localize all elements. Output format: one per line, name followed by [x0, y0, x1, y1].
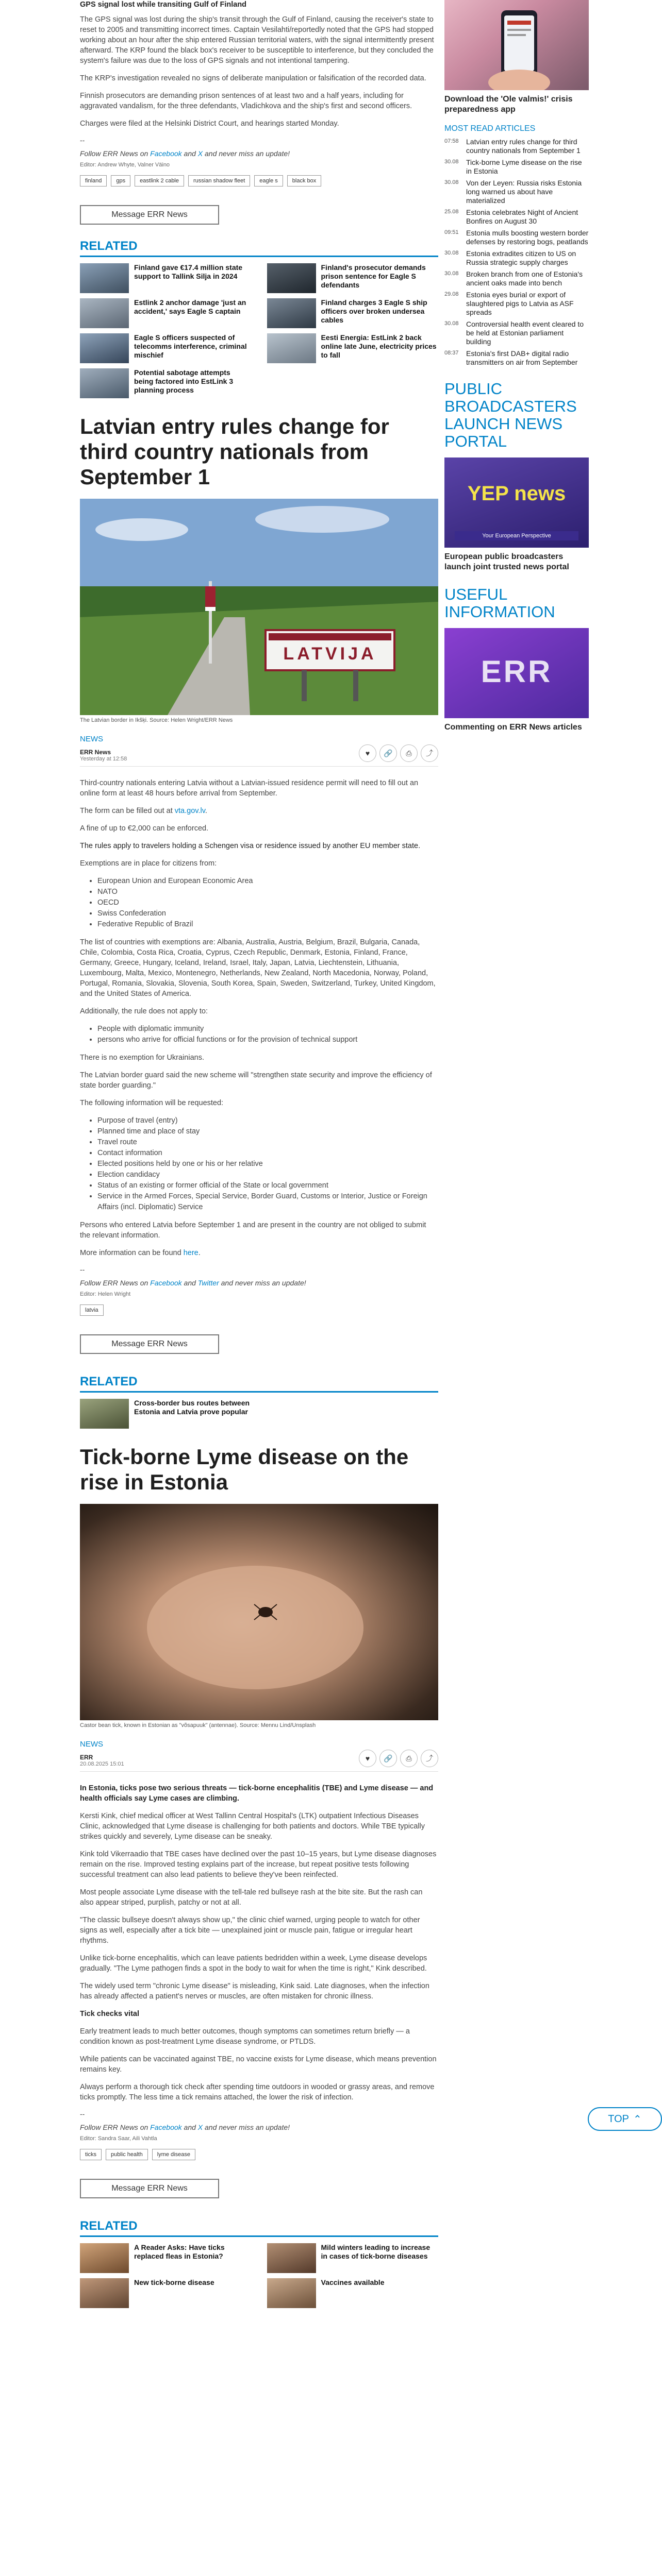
paragraph: Exemptions are in place for citizens from: [80, 859, 217, 868]
most-read-item[interactable] [444, 179, 589, 205]
list-item: • Travel route [97, 1137, 438, 1148]
item-time: 09:51 [444, 229, 459, 235]
paragraph: Kink told Vikerraadio that TBE cases have declined over the past 10–15 years, but Lyme disease diagnoses remain on the rise. Improved testing explains part of the increase, but repeat positive tests following successful treatment can also lead patients to believe they've been reinfected. [80, 1850, 437, 1879]
follow-note [80, 1279, 438, 1287]
vta-link[interactable]: vta.gov.lv [174, 807, 205, 815]
text: . [205, 807, 207, 815]
text: The form can be filled out at [80, 807, 175, 815]
follow-text: and never miss an update! [203, 2123, 290, 2131]
item-time: 30.08 [444, 179, 459, 185]
x-link[interactable]: X [197, 2123, 203, 2131]
link-icon[interactable]: 🔗 [379, 1750, 397, 1767]
paragraph: Always perform a thorough tick check after spending time outdoors in wooded or grassy areas, and remove ticks promptly. The less time a tick remains attached, the lower the risk of infection. [80, 2083, 435, 2102]
item-title[interactable]: Latvian entry rules change for third country nationals from September 1 [466, 138, 581, 155]
paragraph: Third-country nationals entering Latvia without a Latvian-issued residence permit will need to fill out an online form at least 48 hours before arrival from September. [80, 779, 419, 798]
related-title[interactable]: A Reader Asks: Have ticks replaced fleas in Estonia? [134, 2243, 225, 2260]
border-scene-illustration [80, 499, 438, 715]
tag[interactable]: lyme disease [152, 2149, 195, 2160]
most-read-item[interactable] [444, 158, 589, 176]
section-label[interactable]: NEWS [80, 1740, 103, 1749]
related-list [80, 1399, 438, 1429]
list-item: • persons who arrive for official functions or for the provision of technical support [97, 1035, 438, 1045]
editor-credit: Editor: Helen Wright [80, 1291, 131, 1297]
err-banner[interactable] [444, 628, 589, 718]
share-icon[interactable]: ⤴ [421, 1750, 438, 1767]
paragraph: While patients can be vaccinated against TBE, no vaccine exists for Lyme disease, which means prevention remains key. [80, 2055, 437, 2074]
most-read-list [444, 138, 589, 367]
paragraph: Kersti Kink, chief medical officer at West Tallinn Central Hospital's (LTK) outpatient Infectious Diseases Clinic, acknowledged that Lyme disease is challenging for both patients and doctors. While TBE typically strikes quickly and severely, Lyme disease can be sneaky. [80, 1812, 425, 1841]
list-item: • Service in the Armed Forces, Special Service, Border Guard, Customs or Interior, Justice or Foreign Affairs (incl. Diplomatic) Service [97, 1191, 438, 1213]
follow-note [80, 2123, 438, 2131]
follow-text: and never miss an update! [203, 149, 290, 158]
related-item[interactable] [267, 2278, 439, 2308]
useful-info-title[interactable]: Commenting on ERR News articles [444, 723, 582, 732]
list-item: • Federative Republic of Brazil [97, 919, 438, 930]
item-title[interactable]: Von der Leyen: Russia risks Estonia long warned us about have materialized [466, 179, 582, 205]
related-heading: RELATED [80, 239, 438, 257]
related-thumbnail [267, 2243, 316, 2273]
image-caption: The Latvian border in Ikšķi. Source: Helen Wright/ERR News [80, 717, 233, 723]
share-toolbar [359, 1750, 438, 1767]
app-promo-image[interactable] [444, 0, 589, 90]
paragraph: "The classic bullseye doesn't always show up," the clinic chief warned, urging people to watch for other signs as well, especially after a tick bite — unexplained joint or muscle pain, fatigue or irregular heart rhythms. [80, 1916, 420, 1945]
list-item: • European Union and European Economic Area [97, 876, 438, 887]
item-time: 07:58 [444, 138, 459, 144]
publish-date: 20.08.2025 15:01 [80, 1761, 124, 1767]
related-title[interactable]: Cross-border bus routes between Estonia and Latvia prove popular [134, 1399, 250, 1416]
related-thumbnail [80, 2243, 129, 2273]
list-item: • Swiss Confederation [97, 908, 438, 919]
item-time: 29.08 [444, 291, 459, 297]
item-title[interactable]: Estonia's first DAB+ digital radio transmitters on air from September [466, 349, 578, 366]
article-title: Latvian entry rules change for third country nationals from September 1 [80, 414, 389, 489]
paragraph: The widely used term "chronic Lyme disease" is misleading, Kink said. Late diagnoses, when the infection has already affected a patient's nerves or muscles, are often mistaken for chronic illness. [80, 1982, 429, 2001]
sidebar [444, 0, 589, 733]
paragraph: In Estonia, ticks pose two serious threats — tick-borne encephalitis (TBE) and Lyme disease — and health officials say Lyme cases are climbing. [80, 1784, 434, 1803]
related-thumbnail [80, 368, 129, 398]
related-title[interactable]: Mild winters leading to increase in cases of tick-borne diseases [321, 2243, 431, 2260]
pbln-heading: PUBLIC BROADCASTERS LAUNCH NEWS PORTAL [444, 380, 577, 450]
paragraph: Charges were filed at the Helsinki District Court, and hearings started Monday. [80, 120, 339, 128]
item-title[interactable]: Tick-borne Lyme disease on the rise in Estonia [466, 158, 582, 175]
image-caption: Castor bean tick, known in Estonian as "võsapuuk" (antennae). Source: Mennu Lind/Unsplash [80, 1722, 316, 1728]
separator: -- [80, 136, 85, 144]
item-title[interactable]: Estonia mulls boosting western border defenses by restoring bogs, peatlands [466, 229, 589, 246]
app-promo-title[interactable]: Download the 'Ole valmis!' crisis preparedness app [444, 95, 573, 114]
related-title[interactable]: New tick-borne disease [134, 2278, 214, 2286]
list-item: • Contact information [97, 1148, 438, 1159]
item-time: 08:37 [444, 350, 459, 356]
publish-date: Yesterday at 12:58 [80, 756, 127, 762]
list-item: • Planned time and place of stay [97, 1126, 438, 1137]
related-item[interactable] [80, 263, 252, 293]
tag[interactable]: gps [111, 175, 130, 187]
related-item[interactable] [80, 298, 252, 328]
paragraph: The KRP's investigation revealed no signs of deliberate manipulation or falsification of the recorded data. [80, 74, 426, 82]
related-thumbnail [80, 263, 129, 293]
article-image [80, 1504, 438, 1720]
pbln-title[interactable]: European public broadcasters launch joint trusted news portal [444, 552, 569, 571]
article-meta [80, 744, 438, 767]
twitter-link[interactable]: Twitter [197, 1279, 219, 1287]
most-read-item[interactable] [444, 291, 589, 317]
related-thumbnail [80, 1399, 129, 1429]
share-icon[interactable]: ⤴ [421, 744, 438, 762]
follow-text: Follow ERR News on [80, 2123, 151, 2131]
top-label: TOP [608, 2113, 629, 2125]
item-title[interactable]: Broken branch from one of Estonia's ancient oaks made into bench [466, 270, 583, 287]
related-list [80, 263, 438, 398]
yep-tagline: Your European Perspective [455, 531, 578, 540]
item-time: 30.08 [444, 320, 459, 327]
most-read-item[interactable] [444, 320, 589, 346]
tag-list [80, 1304, 438, 1316]
most-read-item[interactable] [444, 349, 589, 367]
paragraph: Persons who entered Latvia before September 1 and are present in the country are not obliged to submit the relevant information. [80, 1221, 426, 1240]
related-heading: RELATED [80, 2219, 438, 2237]
item-title[interactable]: Estonia extradites citizen to US on Russia strategic supply charges [466, 249, 576, 266]
facebook-link[interactable]: Facebook [150, 149, 182, 158]
related-heading: RELATED [80, 1375, 438, 1393]
item-time: 30.08 [444, 159, 459, 165]
item-time: 30.08 [444, 270, 459, 277]
bullet-list [97, 1115, 438, 1213]
paragraph [80, 806, 438, 816]
item-title[interactable]: Estonia celebrates Night of Ancient Bonfires on August 30 [466, 208, 578, 225]
follow-text: and [181, 2123, 198, 2131]
item-title[interactable]: Estonia eyes burial or export of slaughtered pigs to Latvia as ASF spreads [466, 291, 574, 316]
follow-text: and [181, 1279, 198, 1287]
related-thumbnail [80, 333, 129, 363]
paragraph: Finnish prosecutors are demanding prison sentences of at least two and a half years, including for aggravated vandalism, for the three defendants, Vladichkova and the ship's first and second officers. [80, 92, 412, 110]
yep-logo: YEP news [467, 482, 566, 505]
bullet-list [97, 876, 438, 930]
separator: -- [80, 1265, 85, 1274]
related-title[interactable]: Potential sabotage attempts being factored into EstLink 3 planning process [134, 368, 234, 394]
main-column [80, 0, 438, 2308]
link-icon[interactable]: 🔗 [379, 744, 397, 762]
useful-info-heading: USEFUL INFORMATION [444, 585, 555, 621]
related-thumbnail [267, 2278, 316, 2308]
follow-note [80, 149, 438, 158]
most-read-item[interactable] [444, 270, 589, 287]
list-item: • Status of an existing or former official of the State or local government [97, 1180, 438, 1191]
list-item: • Elected positions held by one or his or her relative [97, 1159, 438, 1170]
tag[interactable]: eagle s [254, 175, 283, 187]
related-item[interactable] [80, 368, 252, 398]
related-title[interactable]: Finland's prosecutor demands prison sentence for Eagle S defendants [321, 263, 426, 289]
article-image [80, 499, 438, 715]
facebook-link[interactable]: Facebook [150, 2123, 182, 2131]
paragraph: Early treatment leads to much better outcomes, though symptoms can sometimes return briefly — a condition known as post-treatment Lyme disease syndrome, or PTLDS. [80, 2027, 410, 2046]
follow-text: Follow ERR News on [80, 149, 151, 158]
tag[interactable]: russian shadow fleet [188, 175, 250, 187]
most-read-item[interactable] [444, 249, 589, 267]
print-icon[interactable]: ⎙ [400, 744, 418, 762]
related-thumbnail [267, 333, 316, 363]
related-item[interactable] [267, 2243, 439, 2273]
article-meta [80, 1750, 438, 1772]
paragraph: The rules apply to travelers holding a Schengen visa or residence issued by another EU member state. [80, 842, 421, 850]
facebook-link[interactable]: Facebook [150, 1279, 182, 1287]
message-err-news-button[interactable]: Message ERR News [80, 1334, 219, 1354]
separator: -- [80, 2110, 85, 2118]
item-title[interactable]: Controversial health event cleared to be held at Estonian parliament building [466, 320, 584, 346]
item-time: 25.08 [444, 209, 459, 215]
related-item[interactable] [267, 263, 439, 293]
most-read-item[interactable] [444, 229, 589, 246]
more-info-link[interactable]: here [183, 1249, 198, 1257]
related-title[interactable]: Eagle S officers suspected of telecomms interference, criminal mischief [134, 333, 247, 359]
related-title[interactable]: Finland gave €17.4 million state support to Tallink Silja in 2024 [134, 263, 243, 280]
related-thumbnail [267, 263, 316, 293]
text: More information can be found [80, 1249, 184, 1257]
most-read-heading: MOST READ ARTICLES [444, 124, 536, 133]
paragraph: A fine of up to €2,000 can be enforced. [80, 824, 209, 833]
subheading: Tick checks vital [80, 2010, 140, 2018]
follow-text: and never miss an update! [219, 1279, 306, 1287]
message-err-news-button[interactable]: Message ERR News [80, 2179, 219, 2198]
phone-in-hand-illustration [444, 0, 589, 90]
tag-list [80, 2149, 438, 2160]
list-item: • OECD [97, 897, 438, 908]
tag[interactable]: latvia [80, 1304, 104, 1316]
tick-on-finger-illustration [80, 1504, 438, 1720]
list-item: • People with diplomatic immunity [97, 1024, 438, 1035]
section-label[interactable]: NEWS [80, 735, 103, 743]
tag[interactable]: eastlink 2 cable [135, 175, 184, 187]
heart-icon[interactable]: ♥ [359, 744, 376, 762]
text: . [198, 1249, 201, 1257]
article-title: Tick-borne Lyme disease on the rise in Estonia [80, 1445, 409, 1494]
err-logo: ERR [481, 654, 553, 689]
most-read-item[interactable] [444, 208, 589, 226]
paragraph: Unlike tick-borne encephalitis, which can leave patients bedridden within a week, Lyme disease develops gradually. "The Lyme pathogen finds a spot in the body to wait for when the time is right," Kink described. [80, 1954, 427, 1973]
related-title[interactable]: Eesti Energia: EstLink 2 back online late June, electricity prices to fall [321, 333, 437, 359]
paragraph: The Latvian border guard said the new scheme will "strengthen state security and improve the efficiency of state border guarding." [80, 1071, 432, 1090]
paragraph: There is no exemption for Ukrainians. [80, 1054, 204, 1062]
tag[interactable]: public health [106, 2149, 148, 2160]
item-time: 30.08 [444, 250, 459, 256]
x-link[interactable]: X [197, 149, 203, 158]
related-item[interactable] [267, 298, 439, 328]
related-item[interactable] [80, 2278, 252, 2308]
back-to-top-button[interactable] [588, 2107, 662, 2131]
related-thumbnail [80, 298, 129, 328]
list-item: • Purpose of travel (entry) [97, 1115, 438, 1126]
chevron-up-icon: ⌃ [633, 2113, 642, 2125]
paragraph [80, 1248, 438, 1258]
follow-text: and [181, 149, 198, 158]
related-thumbnail [80, 2278, 129, 2308]
related-thumbnail [267, 298, 316, 328]
message-err-news-button[interactable]: Message ERR News [80, 205, 219, 225]
tag[interactable]: finland [80, 175, 107, 187]
follow-text: Follow ERR News on [80, 1279, 151, 1287]
author-source: ERR [80, 1754, 93, 1761]
related-title[interactable]: Vaccines available [321, 2278, 385, 2286]
paragraph: Most people associate Lyme disease with the tell-tale red bullseye rash at the bite site. But the rash can also appear striped, purplish, patchy or not at all. [80, 1888, 423, 1907]
editor-credit: Editor: Sandra Saar, Aili Vahtla [80, 2136, 157, 2142]
sign-text: LATVIJA [283, 644, 377, 664]
tag[interactable]: ticks [80, 2149, 102, 2160]
related-item[interactable] [80, 333, 252, 363]
author-source: ERR News [80, 749, 111, 756]
related-item[interactable] [80, 2243, 252, 2273]
bullet-list [97, 1024, 438, 1045]
paragraph: Additionally, the rule does not apply to: [80, 1007, 208, 1015]
related-title[interactable]: Estlink 2 anchor damage 'just an accident,' says Eagle S captain [134, 298, 246, 315]
related-item[interactable] [267, 333, 439, 363]
share-toolbar [359, 744, 438, 762]
list-item: • NATO [97, 887, 438, 897]
heart-icon[interactable]: ♥ [359, 1750, 376, 1767]
article-subheading: GPS signal lost while transiting Gulf of Finland [80, 1, 247, 9]
most-read-item[interactable] [444, 138, 589, 155]
yep-news-banner[interactable] [444, 457, 589, 548]
print-icon[interactable]: ⎙ [400, 1750, 418, 1767]
paragraph: The GPS signal was lost during the ship's transit through the Gulf of Finland, causing the receiver's state to reset to 2005 and transmitting incorrect times. Captain Vesilahti/reportedly noted that the GPS had stopped working about an hour after the ship entered Russian territorial waters, with the signal intermittently present afterward. The KRP found the black box's receiver to be susceptible to interference, but they concluded the system's failure was due to the loss of GPS signals and not intentional tampering. [80, 15, 434, 65]
list-item: • Election candidacy [97, 1170, 438, 1180]
paragraph: The list of countries with exemptions are: Albania, Australia, Austria, Belgium, Brazil, Bulgaria, Canada, Chile, Colombia, Costa Rica, Croatia, Cyprus, Czech Republic, Denmark, Estonia, Finland, France, Germany, Greece, Hungary, Iceland, Ireland, Israel, Italy, Japan, Latvia, Liechtenstein, Lithuania, Luxembourg, Malta, Mexico, Montenegro, Netherlands, New Zealand, North Macedonia, Norway, Poland, Portugal, Romania, Slovakia, Slovenia, South Korea, Spain, Sweden, Switzerland, Turkey, United Kingdom, and the United States of America. [80, 938, 436, 998]
editor-credit: Editor: Andrew Whyte, Valner Väino [80, 162, 170, 168]
paragraph: The following information will be requested: [80, 1099, 224, 1107]
related-list [80, 2243, 438, 2308]
tag-list [80, 175, 438, 187]
related-title[interactable]: Finland charges 3 Eagle S ship officers over broken undersea cables [321, 298, 427, 324]
related-item[interactable] [80, 1399, 252, 1429]
tag[interactable]: black box [287, 175, 321, 187]
